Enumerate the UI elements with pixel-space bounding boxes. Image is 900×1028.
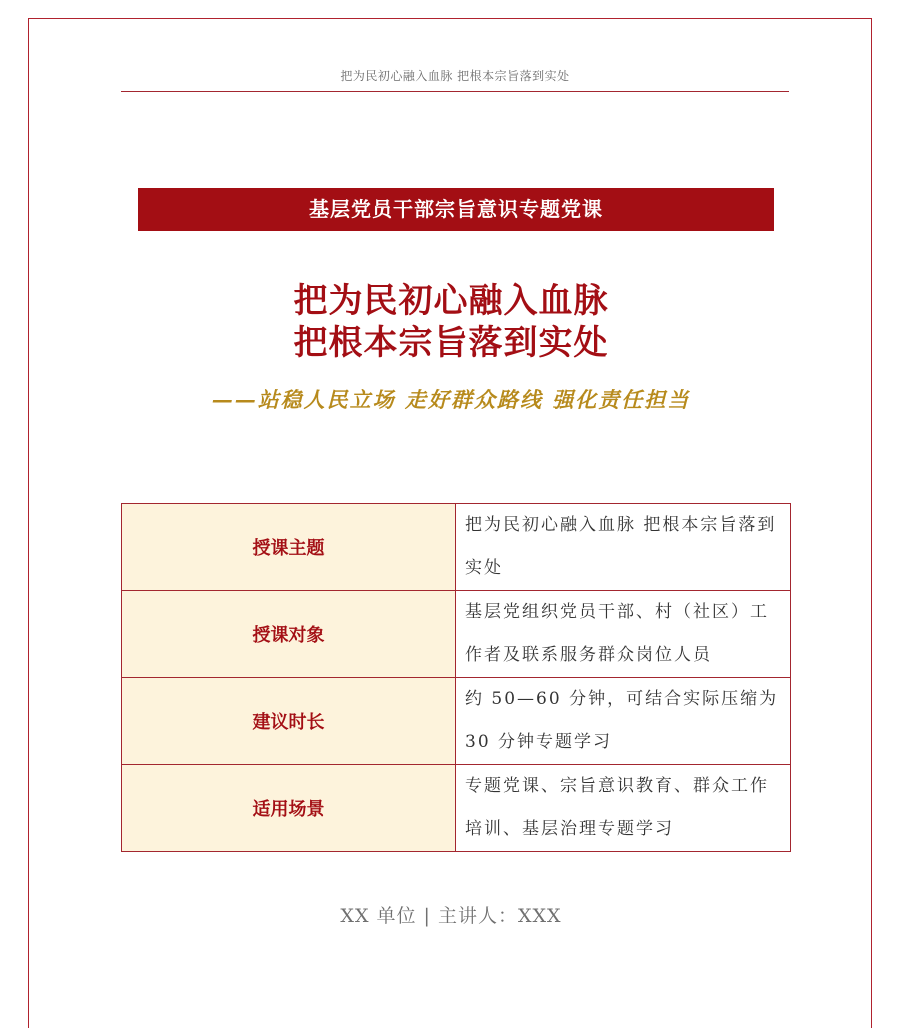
row-value: 专题党课、宗旨意识教育、群众工作培训、基层治理专题学习 <box>456 765 791 852</box>
main-title-line-2: 把根本宗旨落到实处 <box>293 323 609 363</box>
document-page <box>28 18 872 1028</box>
table-row <box>122 765 791 852</box>
subtitle: ——站稳人民立场 走好群众路线 强化责任担当 <box>211 387 691 412</box>
header-rule <box>121 91 789 92</box>
row-label: 授课主题 <box>122 504 456 591</box>
course-type-banner: 基层党员干部宗旨意识专题党课 <box>138 188 774 231</box>
footer-unit-speaker: XX 单位 | 主讲人：XXX <box>340 905 562 927</box>
course-info-table <box>121 503 791 852</box>
running-header: 把为民初心融入血脉 把根本宗旨落到实处 <box>340 69 570 83</box>
row-label: 适用场景 <box>122 765 456 852</box>
main-title <box>29 280 873 364</box>
table-row <box>122 591 791 678</box>
main-title-line-1: 把为民初心融入血脉 <box>293 281 609 321</box>
row-value: 基层党组织党员干部、村（社区）工作者及联系服务群众岗位人员 <box>456 591 791 678</box>
row-value: 把为民初心融入血脉 把根本宗旨落到实处 <box>456 504 791 591</box>
table-row <box>122 678 791 765</box>
row-value: 约 50—60 分钟，可结合实际压缩为 30 分钟专题学习 <box>456 678 791 765</box>
table-row <box>122 504 791 591</box>
row-label: 建议时长 <box>122 678 456 765</box>
row-label: 授课对象 <box>122 591 456 678</box>
